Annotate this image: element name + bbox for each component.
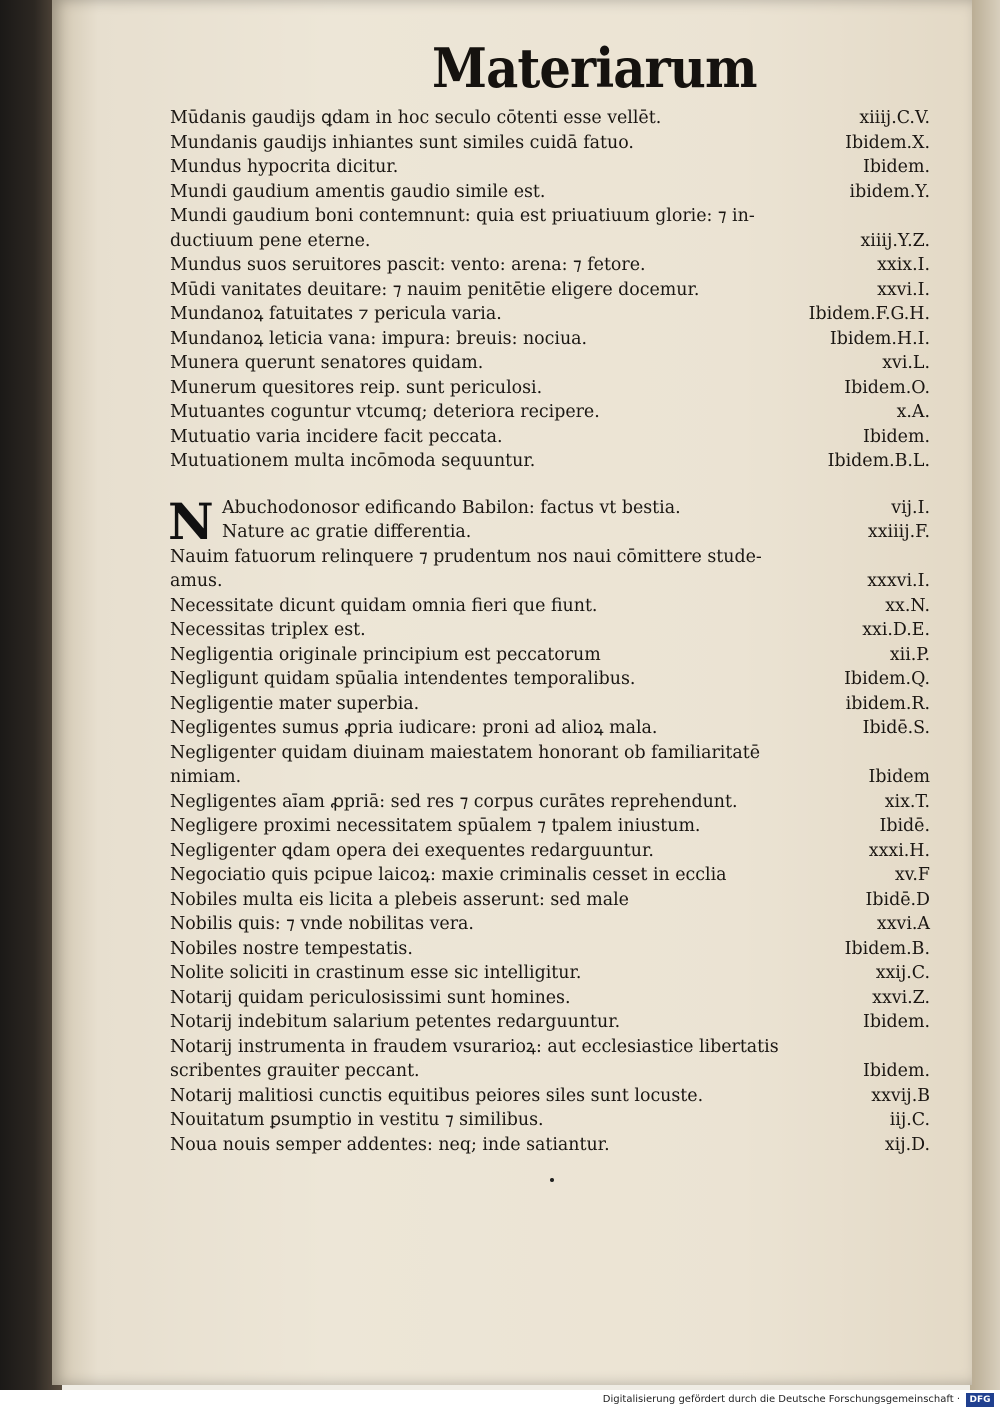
entry-reference: x.A. <box>896 402 930 422</box>
initial-letter-n: N <box>168 491 214 551</box>
entry-reference: xii.P. <box>889 644 930 665</box>
index-entry <box>170 1133 930 1158</box>
index-entry <box>170 400 930 425</box>
index-entry <box>170 741 930 766</box>
entry-text: Negociatio quis pcipue laicoꝝ: maxie criminalis cesset in ecclia <box>170 865 727 885</box>
running-head: Materiarum <box>432 36 757 100</box>
entry-reference: Ibidem.H.I. <box>829 328 930 349</box>
index-entry <box>170 569 930 594</box>
entry-reference: Ibidem. <box>862 1061 930 1081</box>
entry-text: Negligenter quidam diuinam maiestatem honorant ob familiaritatē <box>170 742 760 763</box>
entry-text: Mundanoꝝ leticia vana: impura: breuis: nociua. <box>170 328 588 349</box>
entry-reference: xix.T. <box>884 791 930 812</box>
entry-text: amus. <box>170 571 223 591</box>
entry-text: nimiam. <box>170 767 242 787</box>
footer-bar <box>0 1390 1000 1413</box>
index-entries <box>170 106 930 1157</box>
entry-text: Negligere proximi necessitatem spūalem ⁊ tpalem iniustum. <box>170 816 701 836</box>
index-entry <box>170 1059 930 1084</box>
entry-text: Nobiles multa eis licita a plebeis asserunt: sed male <box>170 889 629 910</box>
index-entry <box>170 155 930 180</box>
index-entry <box>170 351 930 376</box>
index-entry <box>170 790 930 815</box>
index-entry <box>170 449 930 474</box>
entry-text: Munerum quesitores reip. sunt periculosi. <box>170 377 543 398</box>
entry-reference: ibidem.Y. <box>849 181 930 202</box>
entry-text: Notarij indebitum salarium petentes redarguuntur. <box>170 1012 621 1032</box>
entry-reference: Ibidem.B.L. <box>827 451 930 471</box>
entry-reference: xxxi.H. <box>868 840 930 861</box>
index-entry <box>170 765 930 790</box>
entry-text: Negligenter ꝗdam opera dei exequentes redarguuntur. <box>170 840 654 861</box>
index-entry <box>170 863 930 888</box>
entry-text: Mundanoꝝ fatuitates ⁊ pericula varia. <box>170 304 502 324</box>
section-gap <box>170 474 930 496</box>
entry-text: Nolite soliciti in crastinum esse sic intelligitur. <box>170 963 582 983</box>
index-entry <box>170 278 930 303</box>
index-entry <box>170 204 930 229</box>
entry-text: Notarij quidam periculosissimi sunt homines. <box>170 987 571 1008</box>
index-entry <box>170 594 930 619</box>
entry-text: Mutuationem multa incōmoda sequuntur. <box>170 451 536 471</box>
index-entry <box>170 986 930 1011</box>
entry-text: Mutuantes coguntur vtcumq; deteriora recipere. <box>170 402 600 422</box>
entry-reference: xxvi.A <box>876 914 930 934</box>
entry-text: Negligentes aīam ꝓpriā: sed res ⁊ corpus curātes reprehendunt. <box>170 791 738 812</box>
entry-reference: Ibidem <box>868 767 930 787</box>
entry-reference: xxxvi.I. <box>867 571 930 591</box>
index-entry <box>170 253 930 278</box>
entry-reference: Ibidem. <box>862 157 930 177</box>
index-entry <box>170 1084 930 1109</box>
entry-text: Nature ac gratie differentia. <box>222 522 472 542</box>
index-entry <box>170 131 930 156</box>
index-entry <box>170 376 930 401</box>
end-dot <box>550 1178 554 1182</box>
entry-reference: Ibidē.S. <box>862 718 930 738</box>
entry-reference: xv.F <box>894 865 930 885</box>
entry-reference: xx.N. <box>885 595 930 616</box>
entry-reference: Ibidem.Q. <box>844 669 930 689</box>
entry-reference: vij.I. <box>891 497 930 518</box>
index-entry <box>170 888 930 913</box>
entry-reference: xxij.C. <box>875 963 930 983</box>
index-entry <box>170 425 930 450</box>
entry-reference: xvi.L. <box>882 353 930 373</box>
entry-reference: Ibidem.B. <box>844 938 930 959</box>
entry-text: Abuchodonosor edificando Babilon: factus vt bestia. <box>222 497 681 518</box>
entry-reference: xxiiij.F. <box>867 522 930 542</box>
scan-edge-right <box>970 0 1000 1390</box>
entry-text: Mundus suos seruitores pascit: vento: arena: ⁊ fetore. <box>170 255 646 275</box>
section-n <box>168 491 930 1158</box>
entry-reference: xiiij.Y.Z. <box>860 230 930 251</box>
entry-text: Mutuatio varia incidere facit peccata. <box>170 426 503 447</box>
entry-reference: xxvi.Z. <box>872 987 930 1008</box>
index-entry <box>170 302 930 327</box>
footer-credit: Digitalisierung gefördert durch die Deutsche Forschungsgemeinschaft · <box>602 1394 960 1405</box>
index-entry <box>170 1035 930 1060</box>
index-entry <box>170 839 930 864</box>
dfg-logo: DFG <box>966 1393 994 1407</box>
index-entry <box>170 180 930 205</box>
index-entry <box>170 716 930 741</box>
entry-reference: Ibidem.F.G.H. <box>808 304 930 324</box>
index-entry <box>170 327 930 352</box>
entry-text: Notarij malitiosi cunctis equitibus peiores siles sunt locuste. <box>170 1085 704 1106</box>
index-entry <box>170 912 930 937</box>
entry-text: Nobiles nostre tempestatis. <box>170 938 413 959</box>
entry-text: Negligunt quidam spūalia intendentes temporalibus. <box>170 669 636 689</box>
entry-text: Mūdi vanitates deuitare: ⁊ nauim penitētie eligere docemur. <box>170 279 700 300</box>
index-entry <box>170 520 930 545</box>
entry-text: Munera querunt senatores quidam. <box>170 353 484 373</box>
entry-reference: iij.C. <box>889 1110 930 1130</box>
index-entry <box>170 692 930 717</box>
entry-reference: Ibidem. <box>862 1012 930 1032</box>
entry-reference: Ibidem.O. <box>844 377 930 398</box>
index-entry <box>170 229 930 254</box>
entry-reference: xij.D. <box>884 1134 930 1155</box>
entry-text: scribentes grauiter peccant. <box>170 1061 420 1081</box>
entry-reference: xxi.D.E. <box>862 620 930 640</box>
index-entry <box>170 814 930 839</box>
entry-text: Negligentia originale principium est peccatorum <box>170 644 601 665</box>
entry-reference: xxvi.I. <box>877 279 930 300</box>
index-entry <box>170 545 930 570</box>
entry-reference: Ibidē. <box>879 816 930 836</box>
index-entry <box>170 667 930 692</box>
entry-text: Necessitas triplex est. <box>170 620 366 640</box>
entry-text: Necessitate dicunt quidam omnia fieri que fiunt. <box>170 595 598 616</box>
entry-reference: Ibidē.D <box>865 889 930 910</box>
entry-text: ductiuum pene eterne. <box>170 230 371 251</box>
index-entry <box>170 1010 930 1035</box>
entry-text: Notarij instrumenta in fraudem vsurarioꝝ: aut ecclesiastice libertatis <box>170 1036 779 1057</box>
entry-text: Mundus hypocrita dicitur. <box>170 157 399 177</box>
entry-reference: Ibidem. <box>862 426 930 447</box>
entry-text: Mūdanis gaudijs ꝗdam in hoc seculo cōtenti esse vellēt. <box>170 108 662 128</box>
index-entry <box>170 496 930 521</box>
entry-text: Nouitatum ꝑsumptio in vestitu ⁊ similibus. <box>170 1110 544 1130</box>
index-entry <box>170 937 930 962</box>
entry-reference: xiiij.C.V. <box>859 108 930 128</box>
entry-text: Mundi gaudium amentis gaudio simile est. <box>170 181 546 202</box>
index-entry <box>170 618 930 643</box>
entry-reference: xxix.I. <box>877 255 930 275</box>
entry-text: Negligentes sumus ꝓpria iudicare: proni ad alioꝝ mala. <box>170 718 658 738</box>
entry-text: Negligentie mater superbia. <box>170 693 420 714</box>
entry-text: Mundi gaudium boni contemnunt: quia est priuatiuum glorie: ⁊ in- <box>170 206 755 226</box>
index-entry <box>170 1108 930 1133</box>
section-n-wrap <box>168 491 930 1158</box>
entry-reference: xxvij.B <box>871 1085 930 1106</box>
entry-text: Noua nouis semper addentes: neq; inde satiantur. <box>170 1134 610 1155</box>
index-entry <box>170 961 930 986</box>
entry-text: Nobilis quis: ⁊ vnde nobilitas vera. <box>170 914 474 934</box>
index-entry <box>170 643 930 668</box>
entry-text: Nauim fatuorum relinquere ⁊ prudentum nos naui cōmittere stude- <box>170 546 762 567</box>
entry-reference: Ibidem.X. <box>845 132 930 153</box>
section-m <box>170 106 930 474</box>
entry-reference: ibidem.R. <box>845 693 930 714</box>
index-entry <box>170 106 930 131</box>
entry-text: Mundanis gaudijs inhiantes sunt similes cuidā fatuo. <box>170 132 634 153</box>
